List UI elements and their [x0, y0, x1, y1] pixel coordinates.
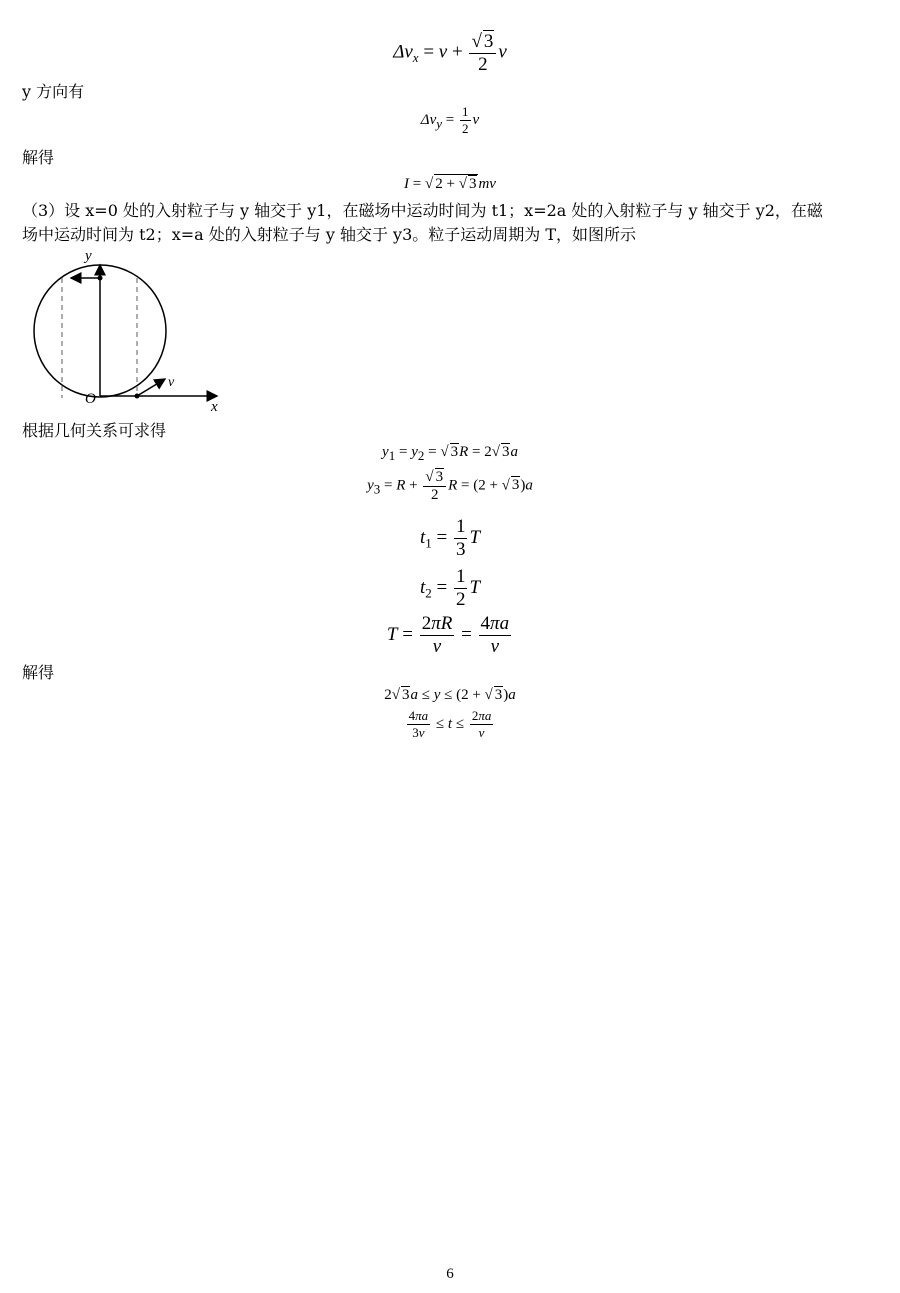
- eq-t2: $t_2$ = $\frac{1}{2}$ T: [419, 566, 481, 610]
- eq-y1-y2: $y_1 = y_2$ = √ 3R = 2√ 3a: [382, 444, 518, 463]
- y-direction-text: y 方向有: [22, 82, 85, 101]
- y-axis-label: y: [85, 248, 92, 264]
- eq-impulse: I = √ 2 + √ 3 mv: [404, 176, 496, 192]
- trajectory-figure: [25, 243, 225, 415]
- solve-label-1: 解得: [22, 148, 55, 167]
- velocity-label: v: [168, 375, 175, 390]
- page-number: 6: [446, 1266, 454, 1282]
- eq-y-range: 2√ 3a ≤ y ≤ (2 + √ 3)a: [384, 687, 516, 703]
- solve-label-2: 解得: [22, 663, 55, 682]
- part3-line1: （3）设 x=0 处的入射粒子与 y 轴交于 y1，在磁场中运动时间为 t1；x=2a 处的入射粒子与 y 轴交于 y2，在磁: [22, 201, 823, 220]
- geometry-text: 根据几何关系可求得: [22, 421, 167, 440]
- x-axis-label: x: [211, 399, 218, 415]
- part3-line2: 场中运动时间为 t2；x=a 处的入射粒子与 y 轴交于 y3。粒子运动周期为 T，如图所示: [22, 225, 637, 244]
- eq-period: T = $\frac{2\pi R}{v}$ = $\frac{4\pi a}{v}$: [386, 613, 510, 657]
- entry-velocity-arrow: [137, 379, 165, 396]
- eq-t1: $t_1$ = $\frac{1}{3}$ T: [419, 516, 481, 560]
- eq-dvx: $\Delta v_x = v$ + $\frac{√ 3}{2}$ v: [393, 31, 507, 75]
- origin-label: O: [85, 391, 96, 407]
- eq-t-range: $\frac{4\pi a}{3v}$ ≤ t ≤ $\frac{2\pi a}{v}$: [408, 708, 492, 740]
- eq-dvy: $\Delta v_y$ = $\frac{1}{2}$ v: [420, 104, 480, 136]
- eq-y3: $y_3 = R$ + $\frac{√ 3}{2}$ R = (2 + √ 3)a: [367, 469, 533, 503]
